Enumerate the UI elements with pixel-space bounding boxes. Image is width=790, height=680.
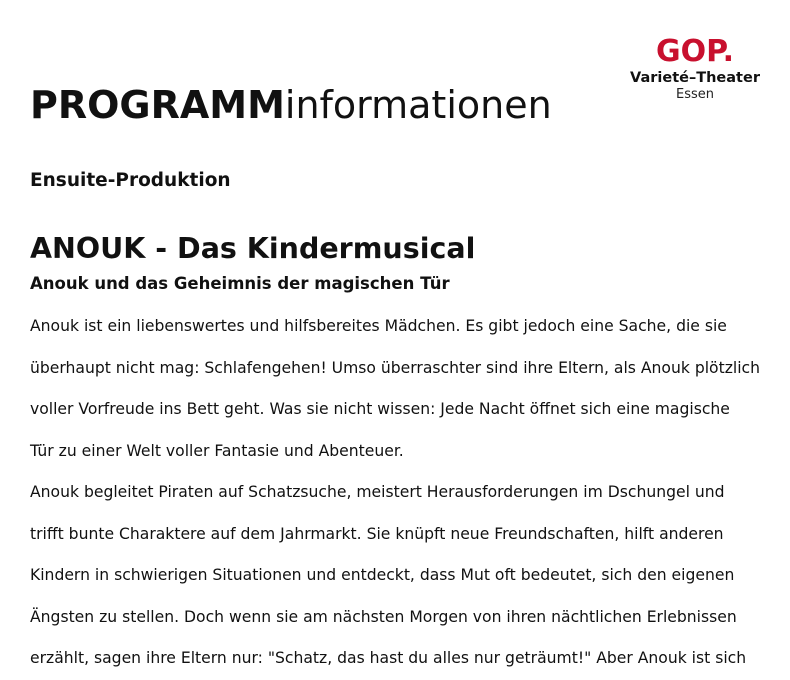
text-line: Anouk ist ein liebenswertes und hilfsbereites Mädchen. Es gibt jedoch eine Sache, die sie: [30, 317, 727, 335]
show-subtitle: Anouk und das Geheimnis der magischen Tür: [30, 274, 450, 293]
text-line: Ängsten zu stellen. Doch wenn sie am nächsten Morgen von ihren nächtlichen Erlebnissen: [30, 607, 737, 626]
logo-venue-name: Varieté–Theater: [630, 70, 760, 86]
text-line: erzählt, sagen ihre Eltern nur: "Schatz, das hast du alles nur geträumt!" Aber Anouk ist sich: [30, 649, 747, 667]
page-title-bold: PROGRAMM: [30, 83, 285, 127]
paragraph-adventures: [30, 472, 785, 680]
show-title: ANOUK - Das Kindermusical: [30, 232, 476, 265]
logo-mark: GOP.: [655, 34, 734, 69]
page-title: [30, 80, 552, 130]
text-line: Tür zu einer Welt voller Fantasie und Abenteuer.: [30, 441, 404, 460]
text-line: voller Vorfreude ins Bett geht. Was sie nicht wissen: Jede Nacht öffnet sich eine magische: [30, 400, 730, 418]
paragraph-intro: [30, 306, 785, 472]
production-category: Ensuite-Produktion: [30, 170, 231, 191]
text-line: Kindern in schwierigen Situationen und entdeckt, dass Mut oft bedeutet, sich den eigenen: [30, 566, 735, 584]
logo-city: Essen: [676, 87, 714, 102]
text-line: überhaupt nicht mag: Schlafengehen! Umso überraschter sind ihre Eltern, als Anouk plötzlich: [30, 358, 761, 377]
page-title-light: informationen: [284, 83, 552, 127]
text-line: trifft bunte Charaktere auf dem Jahrmarkt. Sie knüpft neue Freundschaften, hilft anderen: [30, 524, 724, 543]
gop-logo: [620, 36, 770, 102]
text-line: Anouk begleitet Piraten auf Schatzsuche, meistert Herausforderungen im Dschungel und: [30, 483, 725, 501]
